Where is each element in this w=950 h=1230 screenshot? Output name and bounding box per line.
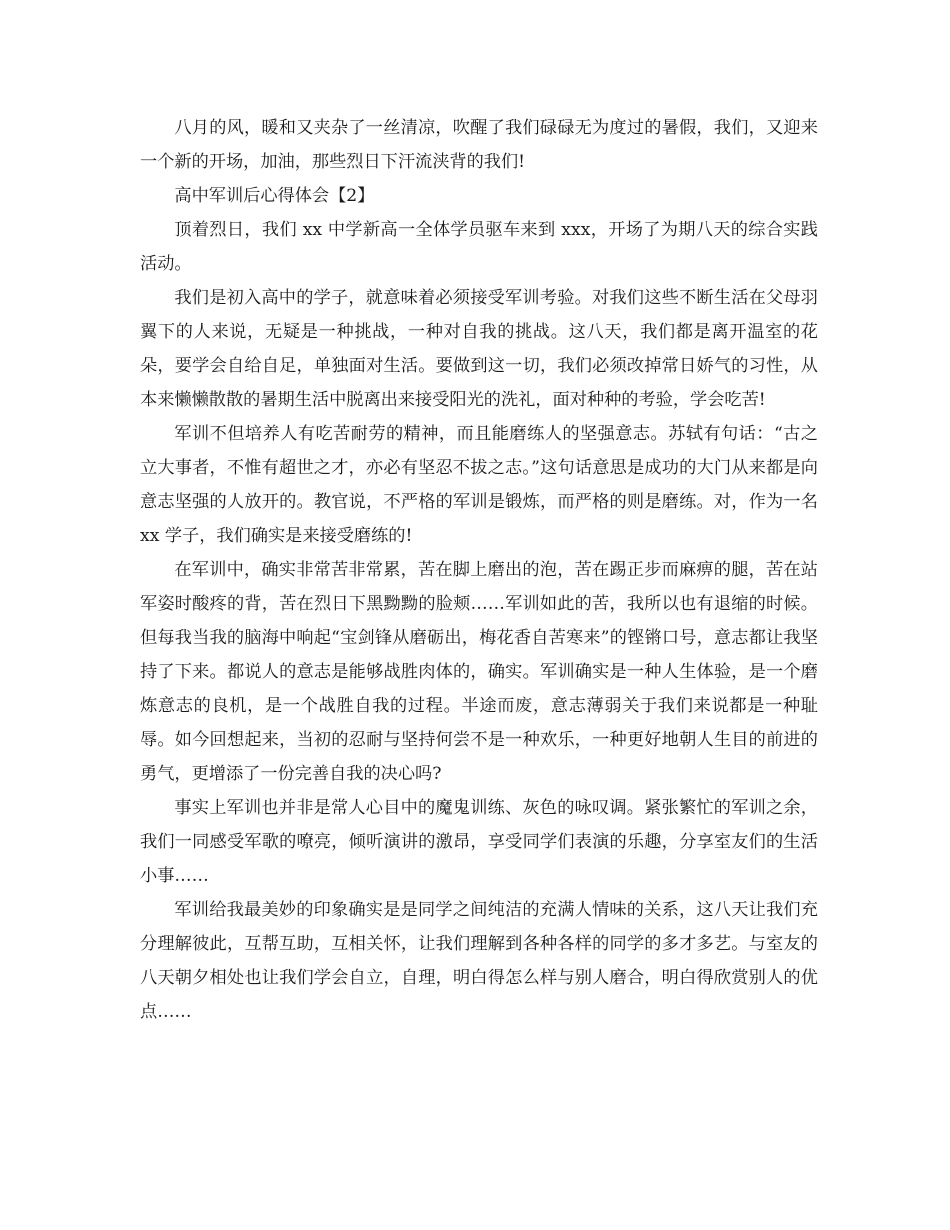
paragraph-challenge: 我们是初入高中的学子，就意味着必须接受军训考验。对我们这些不断生活在父母羽翼下的人来说，无疑是一种挑战，一种对自我的挑战。这八天，我们都是离开温室的花朵，要学会自给自足，单独面对生活。要做到这一切，我们必须改掉常日娇气的习性，从本来懒懒散散的暑期生活中脱离出来接受阳光的洗礼，面对种种的考验，学会吃苦! [140,288,818,410]
section-heading: 高中军训后心得体会【2】 [174,186,375,206]
paragraph-willpower: 军训不但培养人有吃苦耐劳的精神，而且能磨练人的坚强意志。苏轼有句话：“古之立大事者，不惟有超世之才，亦必有坚忍不拔之志。”这句话意思是成功的大门从来都是向意志坚强的人放开的。教官说，不严格的军训是锻炼，而严格的则是磨练。对，作为一名 xx 学子，我们确实是来接受磨练的! [140,424,818,546]
paragraph-intro: 八月的风，暖和又夹杂了一丝清凉，吹醒了我们碌碌无为度过的暑假，我们，又迎来一个新的开场，加油，那些烈日下汗流浃背的我们! [140,118,818,172]
paragraph-hardship: 在军训中，确实非常苦非常累，苦在脚上磨出的泡，苦在踢正步而麻痹的腿，苦在站军姿时酸疼的背，苦在烈日下黑黝黝的脸颊……军训如此的苦，我所以也有退缩的时候。但每我当我的脑海中响起“宝剑锋从磨砺出，梅花香自苦寒来”的铿锵口号，意志都让我坚持了下来。都说人的意志是能够战胜肉体的，确实。军训确实是一种人生体验，是一个磨炼意志的良机，是一个战胜自我的过程。半途而废，意志薄弱关于我们来说都是一种耻辱。如今回想起来，当初的忍耐与坚持何尝不是一种欢乐，一种更好地朝人生目的前进的勇气，更增添了一份完善自我的决心吗? [140,560,818,784]
paragraph-friendship: 军训给我最美妙的印象确实是是同学之间纯洁的充满人情味的关系，这八天让我们充分理解彼此，互帮互助，互相关怀，让我们理解到各种各样的同学的多才多艺。与室友的八天朝夕相处也让我们学会自立，自理，明白得怎么样与别人磨合，明白得欣赏别人的优点…… [140,900,818,1022]
paragraph-arrival: 顶着烈日，我们 xx 中学新高一全体学员驱车来到 xxx，开场了为期八天的综合实践活动。 [140,220,818,274]
document-body [140,111,818,1029]
paragraph-joys: 事实上军训也并非是常人心目中的魔鬼训练、灰色的咏叹调。紧张繁忙的军训之余，我们一同感受军歌的嘹亮，倾听演讲的激昂，享受同学们表演的乐趣，分享室友们的生活小事…… [140,798,818,886]
